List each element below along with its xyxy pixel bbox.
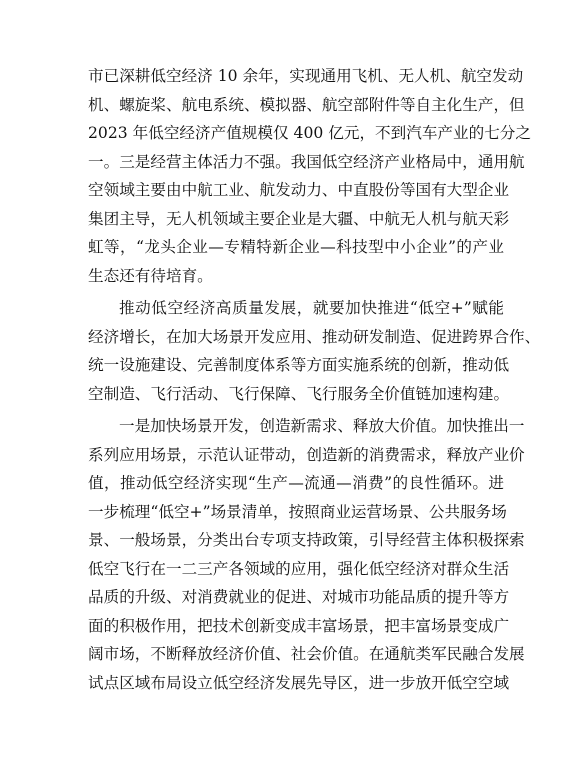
text-line: 机、螺旋桨、航电系统、模拟器、航空部附件等自主化生产，但 — [88, 95, 525, 114]
text-line: 值，推动低空经济实现“生产—流通—消费”的良性循环。进 — [88, 474, 504, 492]
text-line: 统一设施建设、完善制度体系等方面实施系统的创新，推动低 — [88, 356, 510, 374]
text-line: 阔市场，不断释放经济价值、社会价值。在通航类军民融合发展 — [88, 645, 525, 663]
paragraph-1 — [88, 62, 531, 290]
text-line: 2023 年低空经济产值规模仅 400 亿元，不到汽车产业的七分之 — [88, 124, 531, 142]
text-line: 低空飞行在一二三产各领域的应用，强化低空经济对群众生活 — [88, 559, 510, 578]
text-line: 推动低空经济高质量发展，就要加快推进“低空+”赋能 — [119, 299, 504, 317]
body-text — [88, 62, 541, 697]
text-line: 一是加快场景开发，创造新需求、释放大价值。加快推出一 — [119, 417, 525, 435]
paragraph-2 — [88, 294, 541, 408]
text-line: 空制造、飞行活动、飞行保障、飞行服务全价值链加速构建。 — [88, 384, 510, 403]
text-line: 一。三是经营主体活力不强。我国低空经济产业格局中，通用航 — [88, 152, 525, 171]
text-line: 品质的升级、对消费就业的促进、对城市功能品质的提升等方 — [88, 588, 510, 606]
text-line: 空领域主要由中航工业、航发动力、中直股份等国有大型企业 — [88, 181, 510, 199]
text-line: 一步梳理“低空+”场景清单，按照商业运营场景、公共服务场 — [88, 502, 507, 521]
text-line: 市已深耕低空经济 10 余年，实现通用飞机、无人机、航空发动 — [88, 67, 524, 85]
text-line: 面的积极作用，把技术创新变成丰富场景，把丰富场景变成广 — [88, 616, 510, 635]
text-line: 集团主导，无人机领域主要企业是大疆、中航无人机与航天彩 — [88, 209, 510, 228]
text-line: 经济增长，在加大场景开发应用、推动研发制造、促进跨界合作、 — [88, 327, 541, 346]
text-line: 生态还有待培育。 — [88, 266, 213, 285]
paragraph-3 — [88, 412, 525, 697]
text-line: 试点区域布局设立低空经济发展先导区，进一步放开低空空域 — [88, 673, 510, 692]
text-line: 景、一般场景，分类出台专项支持政策，引导经营主体积极探索 — [88, 531, 525, 549]
text-line: 虹等，“龙头企业—专精特新企业—科技型中小企业”的产业 — [88, 238, 504, 256]
text-line: 系列应用场景，示范认证带动，创造新的消费需求，释放产业价 — [88, 445, 525, 464]
